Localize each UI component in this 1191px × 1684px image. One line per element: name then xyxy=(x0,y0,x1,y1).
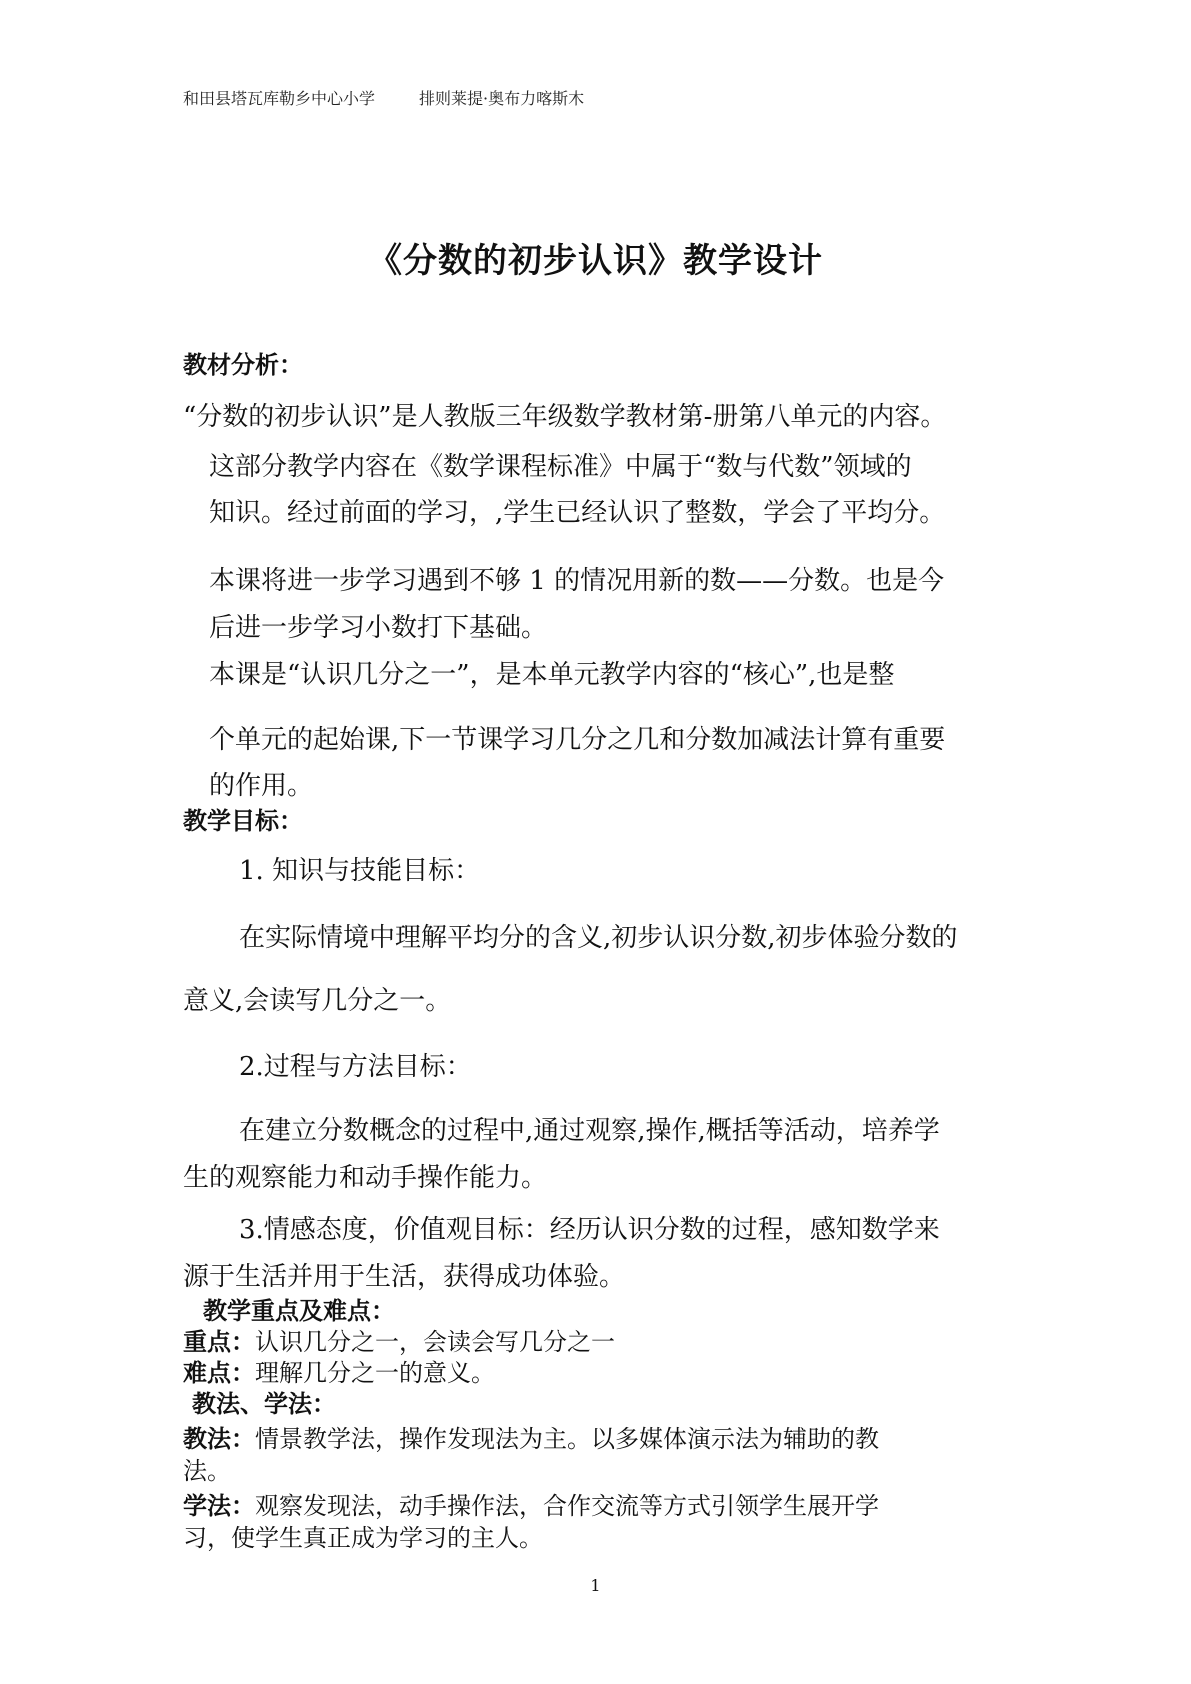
header-author: 排则莱提·奥布力喀斯木 xyxy=(419,89,585,108)
key-point-text: 认识几分之一，会读会写几分之一 xyxy=(255,1328,615,1356)
goal1-line: 意义,会读写几分之一。 xyxy=(183,986,452,1016)
material-analysis-line: 本课将进一步学习遇到不够 1 的情况用新的数——分数。也是今 xyxy=(209,566,945,596)
goal2-title: 2.过程与方法目标： xyxy=(239,1052,472,1082)
goal3-line: 3.情感态度，价值观目标：经历认识分数的过程，感知数学来 xyxy=(239,1215,940,1245)
goal1-title: 1. 知识与技能目标： xyxy=(239,856,481,886)
goal3-line: 源于生活并用于生活，获得成功体验。 xyxy=(183,1262,626,1292)
learning-method-text: 观察发现法，动手操作法，合作交流等方式引领学生展开学 xyxy=(255,1492,879,1520)
teaching-method-row xyxy=(183,1419,879,1454)
header-school: 和田县塔瓦库勒乡中心小学 xyxy=(183,89,376,108)
key-point-label: 重点： xyxy=(183,1328,255,1356)
learning-method-label: 学法： xyxy=(183,1492,255,1520)
material-analysis-line: 本课是“认识几分之一”，是本单元教学内容的“核心”,也是整 xyxy=(209,660,895,690)
material-analysis-line: 后进一步学习小数打下基础。 xyxy=(209,613,548,643)
material-analysis-line: 知识。经过前面的学习，,学生已经认识了整数，学会了平均分。 xyxy=(209,498,946,528)
learning-method-text-cont: 习，使学生真正成为学习的主人。 xyxy=(183,1524,543,1552)
material-analysis-line: 个单元的起始课,下一节课学习几分之几和分数加减法计算有重要 xyxy=(209,725,946,755)
methods-heading: 教法、学法： xyxy=(192,1390,336,1418)
document-title: 《分数的初步认识》教学设计 xyxy=(368,241,823,281)
goal1-line: 在实际情境中理解平均分的含义,初步认识分数,初步体验分数的 xyxy=(239,923,958,953)
goal2-line: 在建立分数概念的过程中,通过观察,操作,概括等活动，培养学 xyxy=(239,1116,940,1146)
difficulty-text: 理解几分之一的意义。 xyxy=(255,1359,495,1387)
difficulty-row xyxy=(183,1353,495,1388)
teaching-method-text-cont: 法。 xyxy=(183,1457,231,1485)
material-analysis-heading: 教材分析： xyxy=(183,351,303,379)
key-point-row xyxy=(183,1322,615,1357)
key-points-heading: 教学重点及难点： xyxy=(203,1297,395,1325)
page-number: 1 xyxy=(590,1576,601,1595)
difficulty-label: 难点： xyxy=(183,1359,255,1387)
material-analysis-line: 这部分教学内容在《数学课程标准》中属于“数与代数”领域的 xyxy=(209,452,912,482)
page-header xyxy=(183,86,584,109)
learning-method-row xyxy=(183,1486,879,1521)
material-analysis-line: “分数的初步认识”是人教版三年级数学教材第-册第八单元的内容。 xyxy=(183,402,947,432)
teaching-method-label: 教法： xyxy=(183,1425,255,1453)
teaching-method-text: 情景教学法，操作发现法为主。以多媒体演示法为辅助的教 xyxy=(255,1425,879,1453)
material-analysis-line: 的作用。 xyxy=(209,771,314,801)
goal2-line: 生的观察能力和动手操作能力。 xyxy=(183,1163,548,1193)
teaching-goals-heading: 教学目标： xyxy=(183,807,303,835)
